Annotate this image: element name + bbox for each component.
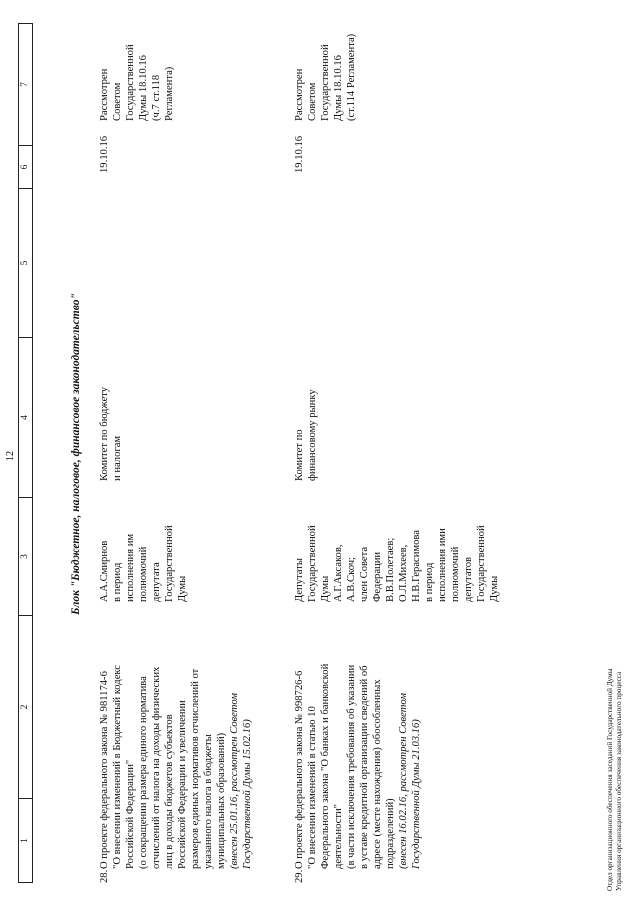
- consideration-date: 19.10.16: [99, 135, 110, 173]
- status-line: Думы 18.10.16: [138, 55, 149, 121]
- block-title: Блок "Бюджетное, налоговое, финансовое законодательство": [70, 293, 82, 615]
- footer-line: Управления организационного обеспечения законодательного процесса: [615, 671, 623, 891]
- bill-title: [293, 664, 423, 869]
- bill-note-line: Государственной Думы 15.02.16): [242, 719, 253, 869]
- bill-title: [98, 665, 254, 869]
- status-note: [293, 34, 358, 121]
- author-line: Депутаты: [294, 558, 305, 602]
- status-line: (ст.114 Регламента): [346, 33, 357, 121]
- status-line: Государственной: [320, 44, 331, 121]
- author-line: А.В.Скоч;: [346, 557, 357, 602]
- page-number: 12: [5, 451, 16, 461]
- bill-authors: [98, 525, 189, 602]
- header-col-6: 6: [19, 145, 32, 188]
- status-line: Рассмотрен: [99, 68, 110, 121]
- bill-title-line: (о сокращении размера единого норматива: [138, 676, 149, 869]
- author-line: Государственной: [476, 525, 487, 602]
- responsible-committee: [98, 387, 124, 481]
- status-line: Советом: [307, 82, 318, 121]
- bill-note-line: (внесен 16.02.16, рассмотрен Советом: [398, 693, 409, 869]
- header-col-3: 3: [19, 497, 32, 615]
- author-line: в период: [424, 562, 435, 602]
- author-line: Н.В.Герасимова: [411, 530, 422, 602]
- bill-title-line: лиц в доходы бюджетов субъектов: [164, 714, 175, 869]
- bill-title-line: (в части исключения требования об указании: [346, 664, 357, 869]
- author-line: А.Г.Аксаков,: [333, 544, 344, 602]
- bill-title-line: Российской Федерации": [125, 759, 136, 869]
- status-note: [98, 44, 176, 121]
- header-col-2: 2: [19, 615, 32, 798]
- bill-title-line: указанного налога в бюджеты: [203, 734, 214, 869]
- committee-line: Комитет по бюджету: [99, 386, 110, 481]
- bill-title-line: "О внесении изменений в статью 10: [307, 706, 318, 869]
- bill-authors: [293, 525, 501, 602]
- author-line: депутата: [151, 562, 162, 602]
- author-line: депутатов: [463, 556, 474, 602]
- status-line: Рассмотрен: [294, 68, 305, 121]
- bill-title-line: размеров единых нормативов отчислений от: [190, 668, 201, 869]
- bill-title-line: в уставе кредитной организации сведений об: [359, 665, 370, 869]
- author-line: Государственной: [164, 525, 175, 602]
- author-line: О.Л.Михеев,: [398, 544, 409, 602]
- row-number: 28.: [99, 869, 110, 883]
- bill-title-line: муниципальных образований): [216, 732, 227, 869]
- status-line: Регламента): [164, 66, 175, 121]
- header-col-7: 7: [20, 82, 30, 87]
- status-line: Думы 18.10.16: [333, 55, 344, 121]
- status-line: Государственной: [125, 44, 136, 121]
- author-line: Федерации: [372, 551, 383, 602]
- bill-title-line: О проекте федерального закона № 998726-6: [294, 670, 305, 869]
- responsible-committee: [293, 389, 319, 481]
- committee-line: Комитет по: [294, 429, 305, 481]
- author-line: Думы: [320, 575, 331, 602]
- bill-title-line: отчислений от налога на доходы физических: [151, 666, 162, 869]
- bill-note-line: Государственной Думы 21.03.16): [411, 719, 422, 869]
- bill-title-line: О проекте федерального закона № 981174-6: [99, 671, 110, 869]
- author-line: полномочий: [450, 546, 461, 602]
- row-number: 29.: [294, 869, 305, 883]
- consideration-date: 19.10.16: [294, 135, 305, 173]
- author-line: Государственной: [307, 525, 318, 602]
- status-line: (ч.7 ст.118: [151, 74, 162, 121]
- author-line: А.А.Смирнов: [99, 540, 110, 602]
- author-line: исполнения им: [125, 533, 136, 602]
- bill-title-line: подразделений): [385, 798, 396, 869]
- bill-title-line: адресе (месте нахождения) обособленных: [372, 679, 383, 869]
- author-line: в период: [112, 562, 123, 602]
- author-line: полномочий: [138, 546, 149, 602]
- page-footer: [606, 668, 624, 891]
- author-line: В.В.Полетаев;: [385, 537, 396, 602]
- header-col-5: 5: [19, 188, 32, 337]
- author-line: Думы: [177, 575, 188, 602]
- footer-line: Отдел организационного обеспечения заседаний Государственной Думы: [606, 668, 614, 891]
- status-line: Советом: [112, 82, 123, 121]
- bill-title-line: Федерального закона "О банках и банковской: [320, 663, 331, 869]
- author-line: член Совета: [359, 546, 370, 602]
- author-line: исполнения ими: [437, 528, 448, 602]
- bill-title-line: "О внесении изменений в Бюджетный кодекс: [112, 665, 123, 869]
- committee-line: и налогам: [112, 435, 123, 481]
- bill-note-line: (внесен 25.01.16, рассмотрен Советом: [229, 693, 240, 869]
- author-line: Думы: [489, 575, 500, 602]
- bill-title-line: Российской Федерации и увеличении: [177, 700, 188, 869]
- header-col-1: 1: [19, 798, 32, 882]
- bill-title-line: деятельности": [333, 804, 344, 869]
- table-header-row: [18, 23, 33, 883]
- header-col-4: 4: [19, 337, 32, 497]
- committee-line: финансовому рынку: [307, 389, 318, 481]
